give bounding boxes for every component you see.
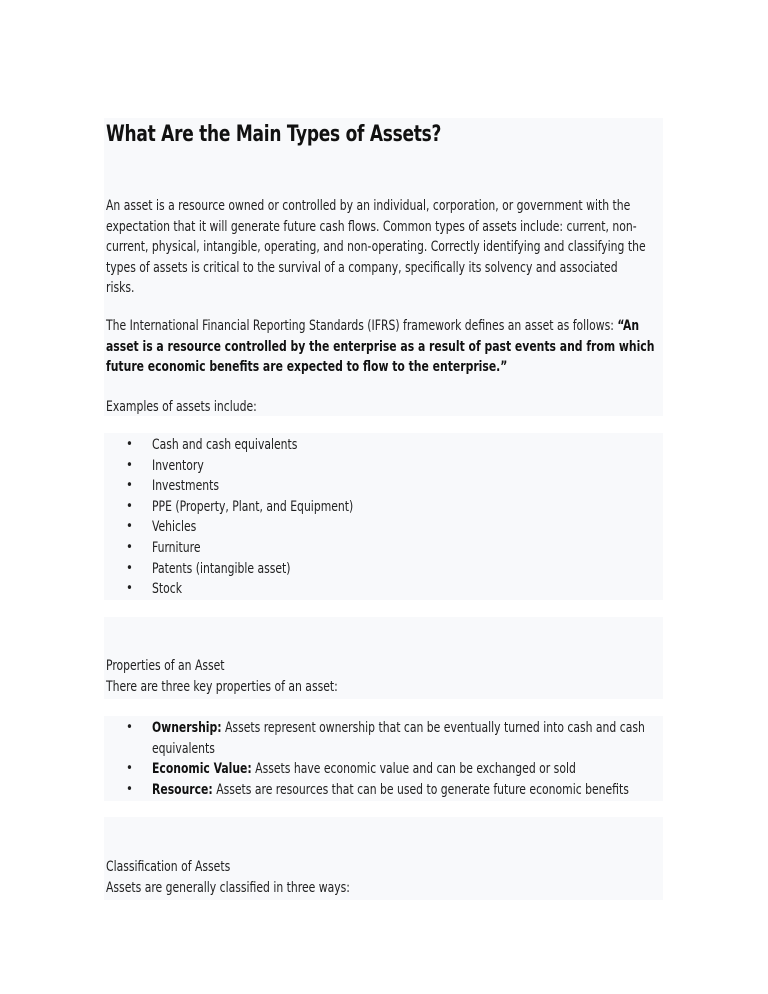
ifrs-quote-line: asset is a resource controlled by the enterprise as a result of past events and from which xyxy=(106,338,655,355)
page-title: What Are the Main Types of Assets? xyxy=(106,122,442,147)
properties-list xyxy=(126,718,746,800)
ifrs-lead-text: The International Financial Reporting Standards (IFRS) framework defines an asset as follows: xyxy=(106,318,618,334)
properties-heading: Properties of an Asset xyxy=(106,658,225,674)
ifrs-paragraph xyxy=(106,316,656,378)
list-item: • Investments xyxy=(126,476,386,497)
intro-line: types of assets is critical to the survival of a company, specifically its solvency and associated xyxy=(106,259,618,276)
classification-paragraph xyxy=(106,857,656,898)
intro-paragraph xyxy=(106,196,656,299)
classification-heading: Classification of Assets xyxy=(106,859,231,875)
properties-intro: There are three key properties of an asset: xyxy=(106,678,338,695)
intro-line: expectation that it will generate future cash flows. Common types of assets include: current, non- xyxy=(106,218,637,235)
ifrs-quote-start: “An xyxy=(617,318,640,334)
ifrs-quote-line: future economic benefits are expected to flow to the enterprise.” xyxy=(106,359,508,376)
list-item: • Furniture xyxy=(126,538,386,559)
intro-line: current, physical, intangible, operating, and non-operating. Correctly identifying and classifying the xyxy=(106,239,646,256)
classification-intro: Assets are generally classified in three ways: xyxy=(106,879,350,896)
properties-paragraph xyxy=(106,656,656,697)
examples-intro: Examples of assets include: xyxy=(106,399,257,415)
list-item: • Stock xyxy=(126,579,386,600)
examples-list xyxy=(126,435,386,600)
list-item: • Ownership: Assets represent ownership that can be eventually turned into cash and cash equivalents xyxy=(126,718,746,759)
list-item: • Vehicles xyxy=(126,517,386,538)
list-item: • Patents (intangible asset) xyxy=(126,559,386,580)
list-item: • Resource: Assets are resources that can be used to generate future economic benefits xyxy=(126,780,746,801)
list-item: • Cash and cash equivalents xyxy=(126,435,386,456)
intro-line: risks. xyxy=(106,280,135,297)
list-item: • Economic Value: Assets have economic value and can be exchanged or sold xyxy=(126,759,746,780)
list-item: • Inventory xyxy=(126,456,386,477)
list-item: • PPE (Property, Plant, and Equipment) xyxy=(126,497,386,518)
intro-line: An asset is a resource owned or controlled by an individual, corporation, or government with the xyxy=(106,198,631,214)
